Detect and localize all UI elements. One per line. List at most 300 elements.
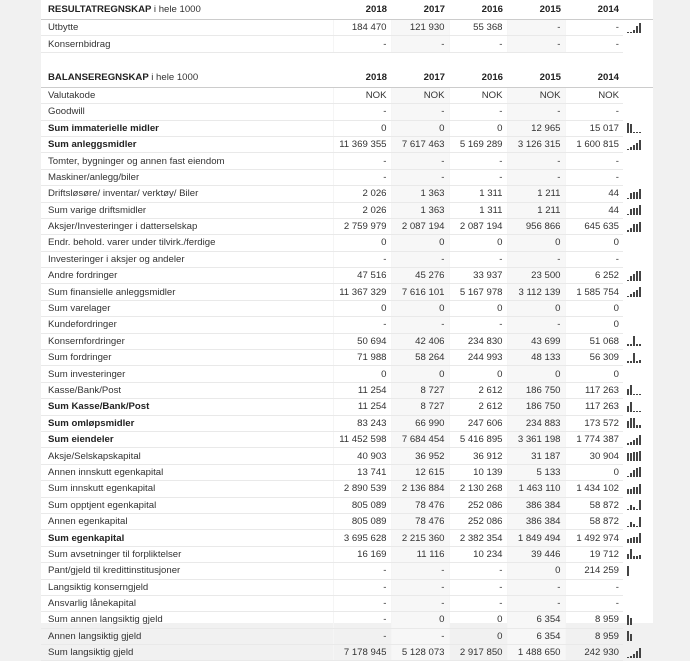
sparkline-bars (627, 287, 641, 297)
trend-sparkline[interactable] (623, 186, 653, 202)
trend-sparkline[interactable] (623, 448, 653, 464)
sparkline-bar (636, 344, 638, 346)
value-cell: 48 133 (507, 350, 565, 366)
value-cell: 78 476 (391, 513, 449, 529)
row-label: Sum innskutt egenkapital (41, 481, 333, 497)
value-cell: 0 (449, 366, 507, 382)
sparkline-bar (627, 361, 629, 363)
trend-sparkline[interactable] (623, 612, 653, 628)
value-cell: 39 446 (507, 546, 565, 562)
row-label: Sum Kasse/Bank/Post (41, 399, 333, 415)
sparkline-bars (627, 336, 641, 346)
value-cell: 66 990 (391, 415, 449, 431)
table-row (41, 268, 653, 284)
value-cell: 0 (333, 366, 391, 382)
sparkline-bar (627, 149, 629, 150)
value-cell: 8 959 (565, 628, 623, 644)
value-cell: 805 089 (333, 513, 391, 529)
trend-sparkline[interactable] (623, 431, 653, 447)
sparkline-bars (627, 451, 641, 461)
value-cell: 36 912 (449, 448, 507, 464)
value-cell: 117 263 (565, 399, 623, 415)
table-row (41, 300, 653, 316)
value-cell: 11 116 (391, 546, 449, 562)
sparkline-bar (630, 147, 632, 150)
section-header (41, 0, 653, 20)
trend-sparkline[interactable] (623, 563, 653, 579)
trend-sparkline[interactable] (623, 530, 653, 546)
trend-sparkline[interactable] (623, 513, 653, 529)
sparkline-bar (630, 193, 632, 199)
value-cell: 252 086 (449, 497, 507, 513)
sparkline-bar (636, 468, 638, 477)
value-cell: 1 311 (449, 186, 507, 202)
row-label: Sum opptjent egenkapital (41, 497, 333, 513)
sparkline-bar (639, 451, 641, 461)
table-row (41, 36, 653, 52)
sparkline-bar (627, 631, 629, 641)
sparkline-bars (627, 648, 641, 658)
table-row (41, 415, 653, 431)
value-cell: - (333, 563, 391, 579)
sparkline-bar (639, 271, 641, 281)
value-cell: 2 026 (333, 202, 391, 218)
trend-sparkline[interactable] (623, 481, 653, 497)
value-cell: - (449, 579, 507, 595)
value-cell: - (333, 251, 391, 267)
value-cell: 0 (507, 235, 565, 251)
value-cell: - (507, 251, 565, 267)
year-header: 2016 (449, 0, 507, 20)
value-cell: 0 (565, 235, 623, 251)
sparkline-bar (627, 509, 629, 510)
section-title (41, 0, 333, 20)
sparkline-bar (636, 651, 638, 658)
sparkline-bars (627, 418, 641, 428)
sparkline-bars (627, 402, 641, 412)
value-cell: 0 (333, 300, 391, 316)
row-label: Kundefordringer (41, 317, 333, 333)
value-cell: 0 (507, 563, 565, 579)
sparkline-bar (639, 222, 641, 232)
sparkline-bar (639, 394, 641, 395)
value-cell: - (333, 317, 391, 333)
trend-sparkline[interactable] (623, 366, 653, 382)
value-cell: 2 612 (449, 382, 507, 398)
sparkline-bar (633, 440, 635, 445)
value-cell: 45 276 (391, 268, 449, 284)
value-cell: 56 309 (565, 350, 623, 366)
sparkline-bars (627, 271, 641, 281)
table-row (41, 104, 653, 120)
sparkline-bar (627, 123, 629, 133)
sparkline-bar (639, 555, 641, 559)
table-row (41, 399, 653, 415)
sparkline-bar (639, 533, 641, 543)
table-row (41, 169, 653, 185)
value-cell: - (507, 153, 565, 169)
sparkline-bar (636, 411, 638, 412)
sparkline-bar (627, 539, 629, 543)
value-cell: 13 741 (333, 464, 391, 480)
value-cell: 78 476 (391, 497, 449, 513)
value-cell: 0 (391, 366, 449, 382)
trend-sparkline[interactable] (623, 415, 653, 431)
value-cell: 55 368 (449, 20, 507, 36)
value-cell: - (333, 104, 391, 120)
table-row (41, 202, 653, 218)
sparkline-bar (639, 411, 641, 412)
sparkline-bars (627, 517, 641, 527)
year-header: 2018 (333, 0, 391, 20)
value-cell: 2 136 884 (391, 481, 449, 497)
sparkline-bars (627, 500, 641, 510)
value-cell: 1 463 110 (507, 481, 565, 497)
trend-sparkline[interactable] (623, 317, 653, 333)
sparkline-bar (627, 406, 629, 412)
trend-sparkline[interactable] (623, 268, 653, 284)
sparkline-bar (633, 132, 635, 133)
value-cell: 0 (391, 235, 449, 251)
sparkline-bar (627, 389, 629, 395)
value-cell: - (449, 153, 507, 169)
value-cell: 1 585 754 (565, 284, 623, 300)
sparkline-bar (639, 500, 641, 510)
row-label: Pant/gjeld til kredittinstitusjoner (41, 563, 333, 579)
value-cell: 386 384 (507, 513, 565, 529)
row-label: Tomter, bygninger og annen fast eiendom (41, 153, 333, 169)
value-cell: - (507, 104, 565, 120)
value-cell: 0 (565, 300, 623, 316)
row-label: Ansvarlig lånekapital (41, 595, 333, 611)
row-label: Sum omløpsmidler (41, 415, 333, 431)
value-cell: - (333, 36, 391, 52)
sparkline-bar (633, 470, 635, 477)
sparkline-bar (630, 473, 632, 477)
row-label: Sum varelager (41, 300, 333, 316)
row-label: Sum anleggsmidler (41, 136, 333, 152)
value-cell: 2 087 194 (391, 218, 449, 234)
value-cell: 121 930 (391, 20, 449, 36)
sparkline-bar (639, 287, 641, 297)
sparkline-bar (627, 489, 629, 494)
value-cell: 1 363 (391, 202, 449, 218)
table-row (41, 284, 653, 300)
section-title (41, 68, 333, 88)
trend-sparkline[interactable] (623, 464, 653, 480)
sparkline-bar (633, 274, 635, 281)
trend-sparkline[interactable] (623, 218, 653, 234)
sparkline-bar (630, 656, 632, 658)
sparkline-bars (627, 435, 641, 445)
value-cell: - (507, 595, 565, 611)
value-cell: 2 215 360 (391, 530, 449, 546)
sparkline-bar (636, 192, 638, 199)
trend-sparkline[interactable] (623, 645, 653, 661)
value-cell: 51 068 (565, 333, 623, 349)
value-cell: NOK (391, 87, 449, 103)
sparkline-bar (630, 522, 632, 527)
value-cell: 6 354 (507, 628, 565, 644)
sparkline-bars (627, 205, 641, 215)
sparkline-bars (627, 631, 632, 641)
value-cell: - (565, 595, 623, 611)
value-cell: 3 361 198 (507, 431, 565, 447)
sparkline-bar (636, 452, 638, 461)
value-cell: 1 434 102 (565, 481, 623, 497)
sparkline-bar (633, 292, 635, 297)
trend-sparkline[interactable] (623, 546, 653, 562)
value-cell: 173 572 (565, 415, 623, 431)
trend-sparkline[interactable] (623, 153, 653, 169)
row-label: Sum egenkapital (41, 530, 333, 546)
row-label: Goodwill (41, 104, 333, 120)
value-cell: 0 (507, 366, 565, 382)
trend-sparkline[interactable] (623, 382, 653, 398)
trend-sparkline[interactable] (623, 104, 653, 120)
sparkline-bar (639, 517, 641, 527)
trend-sparkline[interactable] (623, 235, 653, 251)
value-cell: 0 (449, 612, 507, 628)
year-header: 2014 (565, 0, 623, 20)
table-row (41, 628, 653, 644)
value-cell: 0 (333, 120, 391, 136)
sparkline-bar (633, 411, 635, 412)
sparkline-bar (630, 505, 632, 510)
sparkline-bar (639, 484, 641, 494)
value-cell: - (391, 628, 449, 644)
value-cell: 117 263 (565, 382, 623, 398)
value-cell: - (507, 20, 565, 36)
value-cell: - (391, 317, 449, 333)
value-cell: NOK (449, 87, 507, 103)
section-title-text: RESULTATREGNSKAP (48, 4, 152, 15)
value-cell: 6 252 (565, 268, 623, 284)
value-cell: - (333, 612, 391, 628)
sparkline-bar (627, 657, 629, 658)
sparkline-bars (627, 467, 641, 477)
value-cell: - (449, 563, 507, 579)
sparkline-bars (627, 385, 641, 395)
table-row (41, 218, 653, 234)
financial-table (41, 0, 653, 661)
value-cell: 1 849 494 (507, 530, 565, 546)
sparkline-bar (636, 487, 638, 494)
value-cell: 3 126 315 (507, 136, 565, 152)
value-cell: 0 (449, 300, 507, 316)
value-cell: 12 615 (391, 464, 449, 480)
value-cell: 244 993 (449, 350, 507, 366)
sparkline-bar (630, 344, 632, 346)
sparkline-bar (630, 385, 632, 395)
row-label: Sum annen langsiktig gjeld (41, 612, 333, 628)
sparkline-bars (627, 353, 641, 363)
row-label: Konsernbidrag (41, 36, 333, 52)
sparkline-bar (633, 418, 635, 428)
value-cell: - (333, 153, 391, 169)
value-cell: 7 178 945 (333, 645, 391, 661)
trend-sparkline[interactable] (623, 202, 653, 218)
sparkline-bars (627, 23, 641, 33)
value-cell: 0 (391, 300, 449, 316)
value-cell: 247 606 (449, 415, 507, 431)
value-cell: 1 600 815 (565, 136, 623, 152)
value-cell: 5 128 073 (391, 645, 449, 661)
section-title-text: BALANSEREGNSKAP (48, 71, 149, 83)
sparkline-bar (627, 443, 629, 445)
value-cell: - (333, 579, 391, 595)
sparkline-bar (627, 344, 629, 346)
sparkline-bar (639, 425, 641, 428)
value-cell: 0 (333, 235, 391, 251)
spacer-cell (41, 52, 653, 68)
sparkline-bars (627, 484, 641, 494)
sparkline-bar (627, 615, 629, 625)
value-cell: 2 612 (449, 399, 507, 415)
value-cell: 33 937 (449, 268, 507, 284)
trend-sparkline[interactable] (623, 20, 653, 36)
trend-sparkline[interactable] (623, 300, 653, 316)
trend-sparkline[interactable] (623, 87, 653, 103)
value-cell: 30 904 (565, 448, 623, 464)
sparkline-bar (630, 538, 632, 543)
value-cell: 242 930 (565, 645, 623, 661)
value-cell: 1 311 (449, 202, 507, 218)
sparkline-bars (627, 533, 641, 543)
value-cell: - (449, 317, 507, 333)
trend-sparkline[interactable] (623, 595, 653, 611)
row-label: Annen langsiktig gjeld (41, 628, 333, 644)
value-cell: 5 167 978 (449, 284, 507, 300)
trend-sparkline[interactable] (623, 333, 653, 349)
trend-sparkline[interactable] (623, 251, 653, 267)
row-label: Aksje/Selskapskapital (41, 448, 333, 464)
value-cell: 36 952 (391, 448, 449, 464)
table-row (41, 497, 653, 513)
sparkline-bar (633, 556, 635, 559)
sparkline-bar (627, 214, 629, 215)
trend-sparkline[interactable] (623, 120, 653, 136)
trend-sparkline[interactable] (623, 399, 653, 415)
sparkline-bars (627, 615, 632, 625)
row-label: Sum finansielle anleggsmidler (41, 284, 333, 300)
value-cell: 214 259 (565, 563, 623, 579)
row-label: Endr. behold. varer under tilvirk./ferdige (41, 235, 333, 251)
sparkline-bar (633, 507, 635, 510)
value-cell: 42 406 (391, 333, 449, 349)
value-cell: 2 026 (333, 186, 391, 202)
value-cell: 5 133 (507, 464, 565, 480)
value-cell: - (449, 595, 507, 611)
sparkline-bar (639, 344, 641, 346)
value-cell: - (507, 169, 565, 185)
row-label: Langsiktig konserngjeld (41, 579, 333, 595)
value-cell: - (391, 563, 449, 579)
table-row (41, 530, 653, 546)
value-cell: - (565, 104, 623, 120)
trend-sparkline[interactable] (623, 628, 653, 644)
value-cell: 11 254 (333, 399, 391, 415)
value-cell: 11 369 355 (333, 136, 391, 152)
trend-sparkline[interactable] (623, 497, 653, 513)
value-cell: 2 759 979 (333, 218, 391, 234)
table-row (41, 350, 653, 366)
sparkline-bar (633, 145, 635, 150)
table-row (41, 366, 653, 382)
value-cell: 0 (449, 628, 507, 644)
value-cell: 0 (565, 366, 623, 382)
section-unit: i hele 1000 (153, 4, 201, 15)
trend-sparkline[interactable] (623, 36, 653, 52)
row-label: Sum varige driftsmidler (41, 202, 333, 218)
table-row (41, 20, 653, 36)
sparkline-bar (636, 208, 638, 215)
value-cell: 186 750 (507, 382, 565, 398)
sparkline-bar (630, 453, 632, 461)
table-row (41, 612, 653, 628)
sparkline-bar (633, 537, 635, 543)
value-cell: 3 695 628 (333, 530, 391, 546)
value-cell: NOK (507, 87, 565, 103)
sparkline-bar (627, 476, 629, 477)
sparkline-bar (633, 452, 635, 461)
value-cell: 7 616 101 (391, 284, 449, 300)
value-cell: 58 872 (565, 497, 623, 513)
row-label: Kasse/Bank/Post (41, 382, 333, 398)
sparkline-bar (636, 509, 638, 510)
spark-header (623, 68, 653, 88)
sparkline-bar (633, 30, 635, 33)
value-cell: 2 917 850 (449, 645, 507, 661)
trend-sparkline[interactable] (623, 284, 653, 300)
table-row (41, 120, 653, 136)
section-unit: i hele 1000 (151, 71, 199, 83)
row-label: Driftsløsøre/ inventar/ verktøy/ Biler (41, 186, 333, 202)
trend-sparkline[interactable] (623, 136, 653, 152)
sparkline-bar (639, 435, 641, 445)
year-header: 2015 (507, 0, 565, 20)
value-cell: - (565, 251, 623, 267)
table-row (41, 431, 653, 447)
value-cell: - (391, 595, 449, 611)
value-cell: 234 830 (449, 333, 507, 349)
table-row (41, 317, 653, 333)
row-label: Utbytte (41, 20, 333, 36)
table-row (41, 251, 653, 267)
sparkline-bar (636, 537, 638, 543)
sparkline-bar (630, 549, 632, 559)
value-cell: 184 470 (333, 20, 391, 36)
trend-sparkline[interactable] (623, 579, 653, 595)
sparkline-bar (627, 296, 629, 297)
value-cell: - (565, 153, 623, 169)
sparkline-bar (630, 361, 632, 363)
row-label: Sum immaterielle midler (41, 120, 333, 136)
row-label: Andre fordringer (41, 268, 333, 284)
value-cell: - (333, 628, 391, 644)
value-cell: - (449, 251, 507, 267)
value-cell: 23 500 (507, 268, 565, 284)
sparkline-bar (633, 353, 635, 363)
table-row (41, 448, 653, 464)
row-label: Annen innskutt egenkapital (41, 464, 333, 480)
trend-sparkline[interactable] (623, 169, 653, 185)
value-cell: 50 694 (333, 333, 391, 349)
trend-sparkline[interactable] (623, 350, 653, 366)
value-cell: 1 211 (507, 202, 565, 218)
value-cell: - (565, 579, 623, 595)
value-cell: 805 089 (333, 497, 391, 513)
